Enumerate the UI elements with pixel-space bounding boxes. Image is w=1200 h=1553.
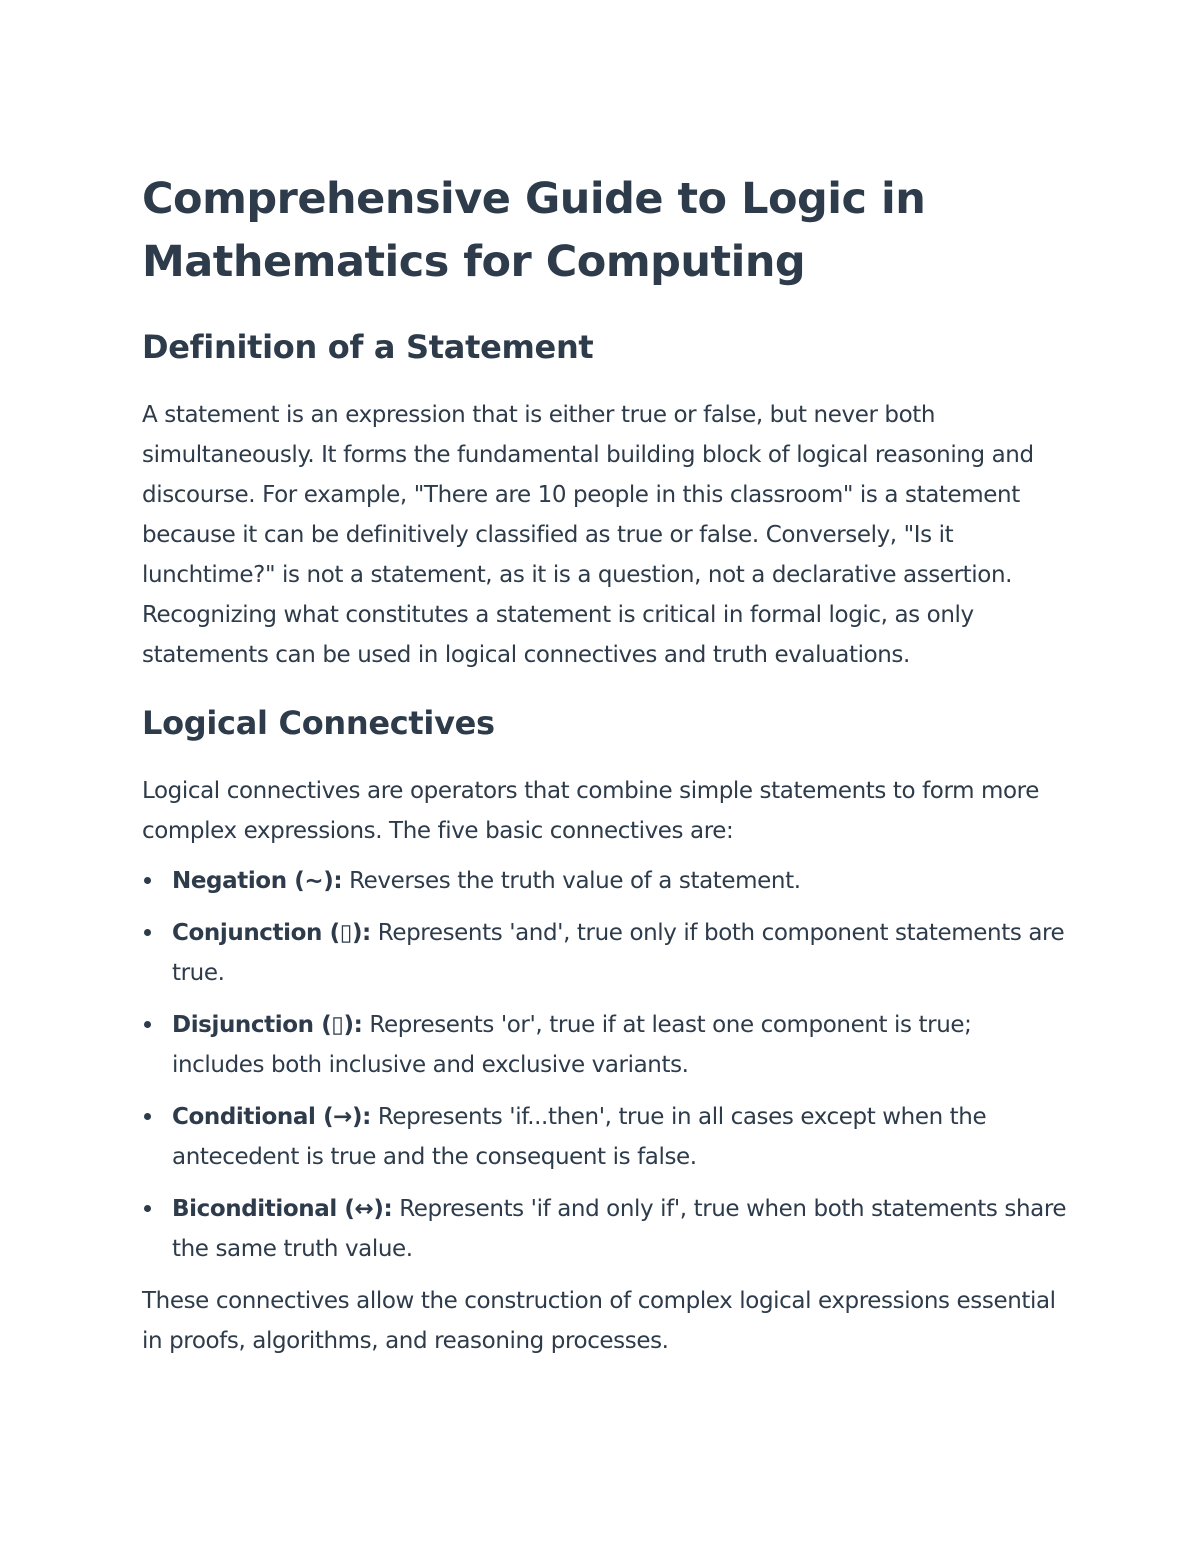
list-item-term: Conjunction (▯):: [172, 920, 371, 946]
list-item-conditional: [142, 1097, 1067, 1177]
list-item-conjunction: [142, 913, 1067, 993]
document-page: [142, 168, 1067, 1387]
bullet-icon: [144, 1205, 151, 1212]
list-item-text: Represents 'and', true only if both component statements are true.: [172, 920, 1065, 986]
section-heading: Logical Connectives: [142, 704, 495, 742]
list-item-term: Disjunction (▯):: [172, 1012, 363, 1038]
list-item-term: Negation (~):: [172, 868, 343, 894]
section-logical-connectives: [142, 701, 1067, 1361]
list-item-text: Represents 'if...then', true in all cases except when the antecedent is true and the consequent is false.: [172, 1104, 987, 1170]
section-definition-of-statement: [142, 325, 1067, 675]
list-item-text: Represents 'or', true if at least one component is true; includes both inclusive and exclusive variants.: [172, 1012, 972, 1078]
section-paragraph: A statement is an expression that is either true or false, but never both simultaneously. It forms the fundamental building block of logical reasoning and discourse. For example, "There are 10 people in this classroom" is a statement because it can be definitively classified as true or false. Conversely, "Is it lunchtime?" is not a statement, as it is a question, not a declarative assertion. Recognizing what constitutes a statement is critical in formal logic, as only statements can be used in logical connectives and truth evaluations.: [142, 402, 1034, 668]
bullet-icon: [144, 929, 151, 936]
section-intro: Logical connectives are operators that combine simple statements to form more complex expressions. The five basic connectives are:: [142, 778, 1039, 844]
bullet-icon: [144, 1021, 151, 1028]
list-item-text: Reverses the truth value of a statement.: [342, 868, 801, 894]
list-item-disjunction: [142, 1005, 1067, 1085]
list-item-negation: [142, 861, 1067, 901]
connectives-list: [142, 861, 1067, 1269]
list-item-biconditional: [142, 1189, 1067, 1269]
bullet-icon: [144, 1113, 151, 1120]
list-item-term: Biconditional (↔):: [172, 1196, 393, 1222]
list-item-term: Conditional (→):: [172, 1104, 371, 1130]
list-item-text: Represents 'if and only if', true when both statements share the same truth value.: [172, 1196, 1067, 1262]
bullet-icon: [144, 877, 151, 884]
section-heading: Definition of a Statement: [142, 328, 594, 366]
document-title: Comprehensive Guide to Logic in Mathematics for Computing: [142, 174, 926, 287]
section-closing: These connectives allow the construction of complex logical expressions essential in proofs, algorithms, and reasoning processes.: [142, 1288, 1056, 1354]
